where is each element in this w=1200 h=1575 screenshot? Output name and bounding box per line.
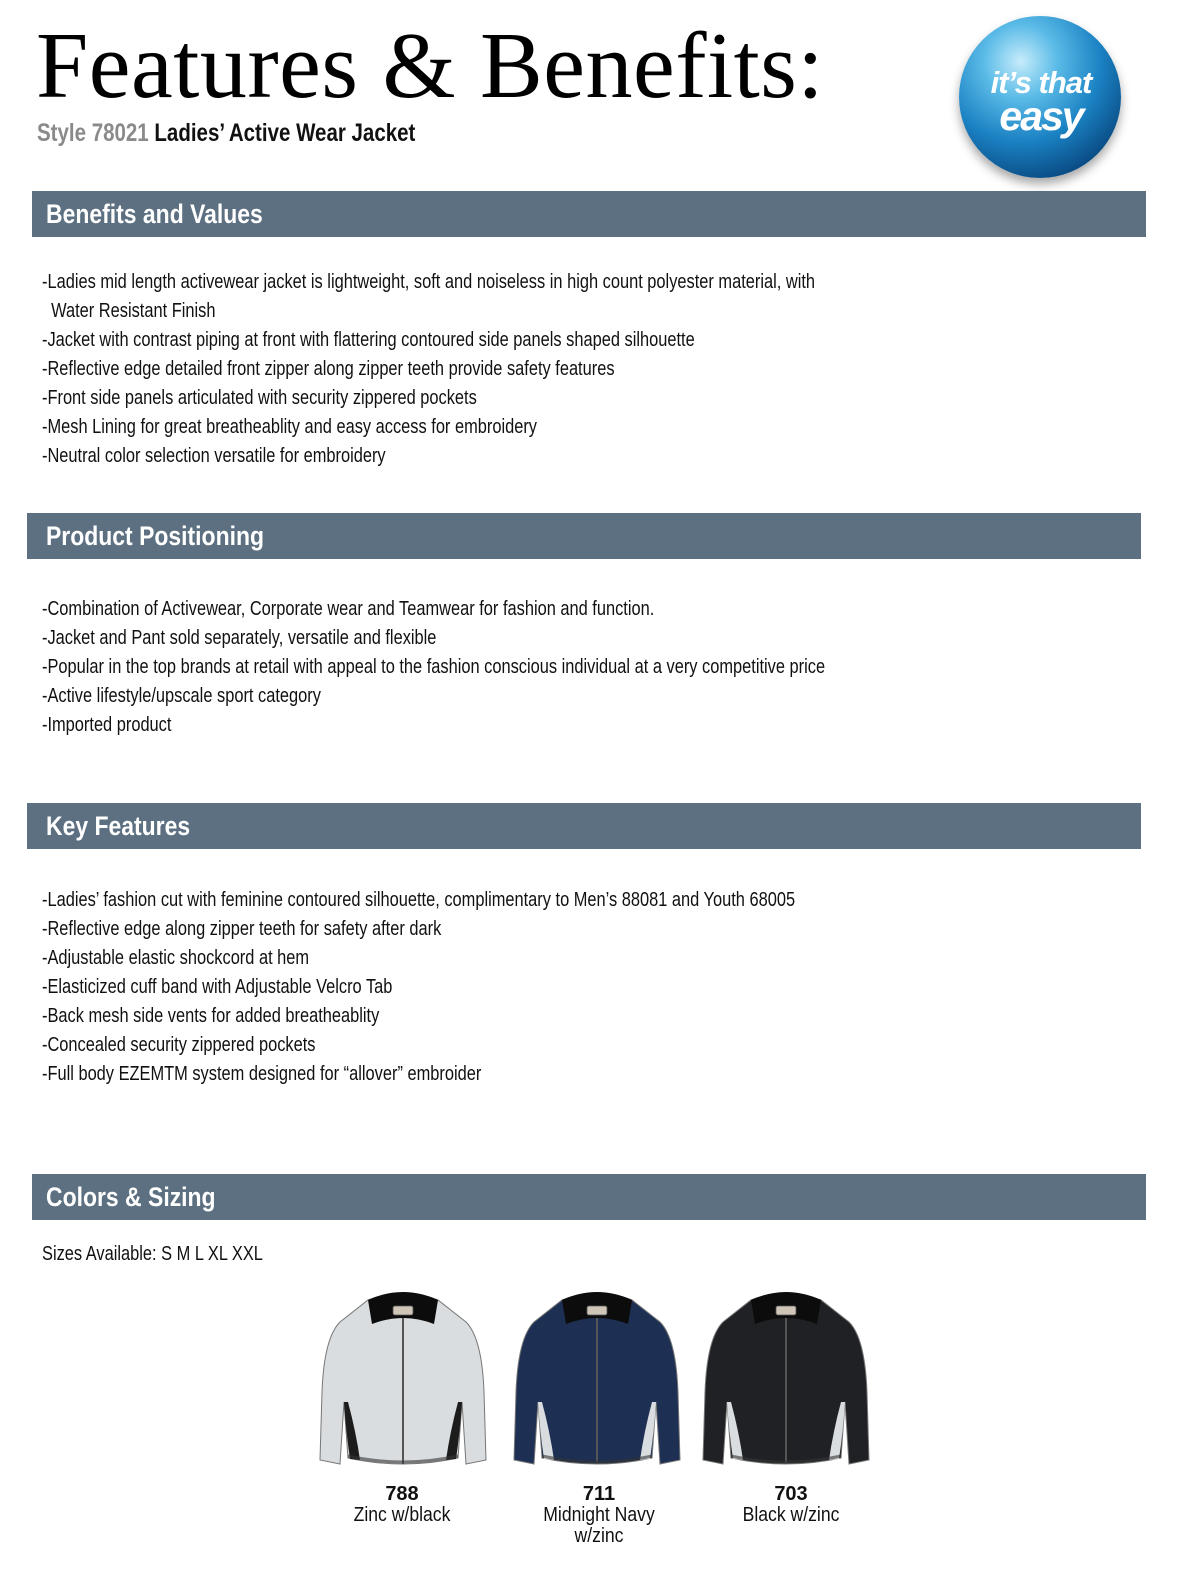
list-item: -Imported product <box>42 714 172 736</box>
section-bar-benefits <box>32 191 1146 237</box>
color-code: 788 <box>385 1483 419 1505</box>
list-item: -Popular in the top brands at retail with appeal to the fashion conscious individual at a very competitive price <box>42 656 826 678</box>
its-that-easy-badge <box>959 16 1121 178</box>
label-patch <box>393 1306 413 1315</box>
badge-line-2: easy <box>999 93 1083 139</box>
list-item: -Ladies’ fashion cut with feminine contoured silhouette, complimentary to Men’s 88081 and Youth 68005 <box>42 889 796 911</box>
jacket-788-drawing <box>320 1292 486 1464</box>
positioning-list <box>42 595 825 740</box>
jacket-711-drawing <box>514 1292 680 1464</box>
section-bar-positioning <box>27 513 1141 559</box>
color-name: Zinc w/black <box>353 1504 451 1526</box>
list-item: -Active lifestyle/upscale sport category <box>42 685 321 707</box>
section-heading: Product Positioning <box>46 521 265 551</box>
section-bar-key-features <box>27 803 1141 849</box>
page-title: Features & Benefits: <box>36 14 824 118</box>
list-item: -Back mesh side vents for added breatheablity <box>42 1005 380 1027</box>
label-patch <box>776 1306 796 1315</box>
list-item: -Jacket and Pant sold separately, versatile and flexible <box>42 627 437 649</box>
style-number: Style 78021 <box>37 119 149 147</box>
list-item: -Combination of Activewear, Corporate wear and Teamwear for fashion and function. <box>42 598 655 620</box>
list-item: -Jacket with contrast piping at front with flattering contoured side panels shaped silhouette <box>42 329 695 351</box>
jacket-703-drawing <box>703 1292 869 1464</box>
list-item: -Front side panels articulated with security zippered pockets <box>42 387 477 409</box>
sizes-available: Sizes Available: S M L XL XXL <box>42 1243 263 1265</box>
product-name: Ladies’ Active Wear Jacket <box>154 119 416 147</box>
section-bar-colors-sizing <box>32 1174 1146 1220</box>
list-item: -Elasticized cuff band with Adjustable Velcro Tab <box>42 976 393 998</box>
list-item: -Reflective edge along zipper teeth for safety after dark <box>42 918 442 940</box>
label-patch <box>587 1306 607 1315</box>
color-name: Black w/zinc <box>742 1504 840 1526</box>
color-code: 703 <box>774 1483 808 1505</box>
badge-line-1: it’s that <box>990 65 1092 100</box>
list-item: -Reflective edge detailed front zipper along zipper teeth provide safety features <box>42 358 615 380</box>
color-caption-711 <box>534 1484 664 1547</box>
jacket-image-711 <box>510 1282 684 1477</box>
section-heading: Colors & Sizing <box>46 1182 216 1212</box>
section-heading: Benefits and Values <box>46 199 263 229</box>
jacket-image-788 <box>316 1282 490 1477</box>
section-heading: Key Features <box>46 811 191 841</box>
color-name: Midnight Navy w/zinc <box>543 1504 655 1547</box>
list-item: -Mesh Lining for great breatheablity and easy access for embroidery <box>42 416 537 438</box>
list-item: Water Resistant Finish <box>42 300 216 322</box>
color-caption-788 <box>326 1484 478 1526</box>
color-code: 711 <box>582 1483 616 1505</box>
color-caption-703 <box>718 1484 864 1526</box>
benefits-list <box>42 268 815 471</box>
product-subtitle <box>37 117 415 149</box>
jacket-image-703 <box>699 1282 873 1477</box>
list-item: -Full body EZEMTM system designed for “allover” embroider <box>42 1063 482 1085</box>
list-item: -Concealed security zippered pockets <box>42 1034 316 1056</box>
key-features-list <box>42 886 795 1089</box>
list-item: -Ladies mid length activewear jacket is lightweight, soft and noiseless in high count polyester material, with <box>42 271 816 293</box>
list-item: -Neutral color selection versatile for embroidery <box>42 445 386 467</box>
list-item: -Adjustable elastic shockcord at hem <box>42 947 310 969</box>
